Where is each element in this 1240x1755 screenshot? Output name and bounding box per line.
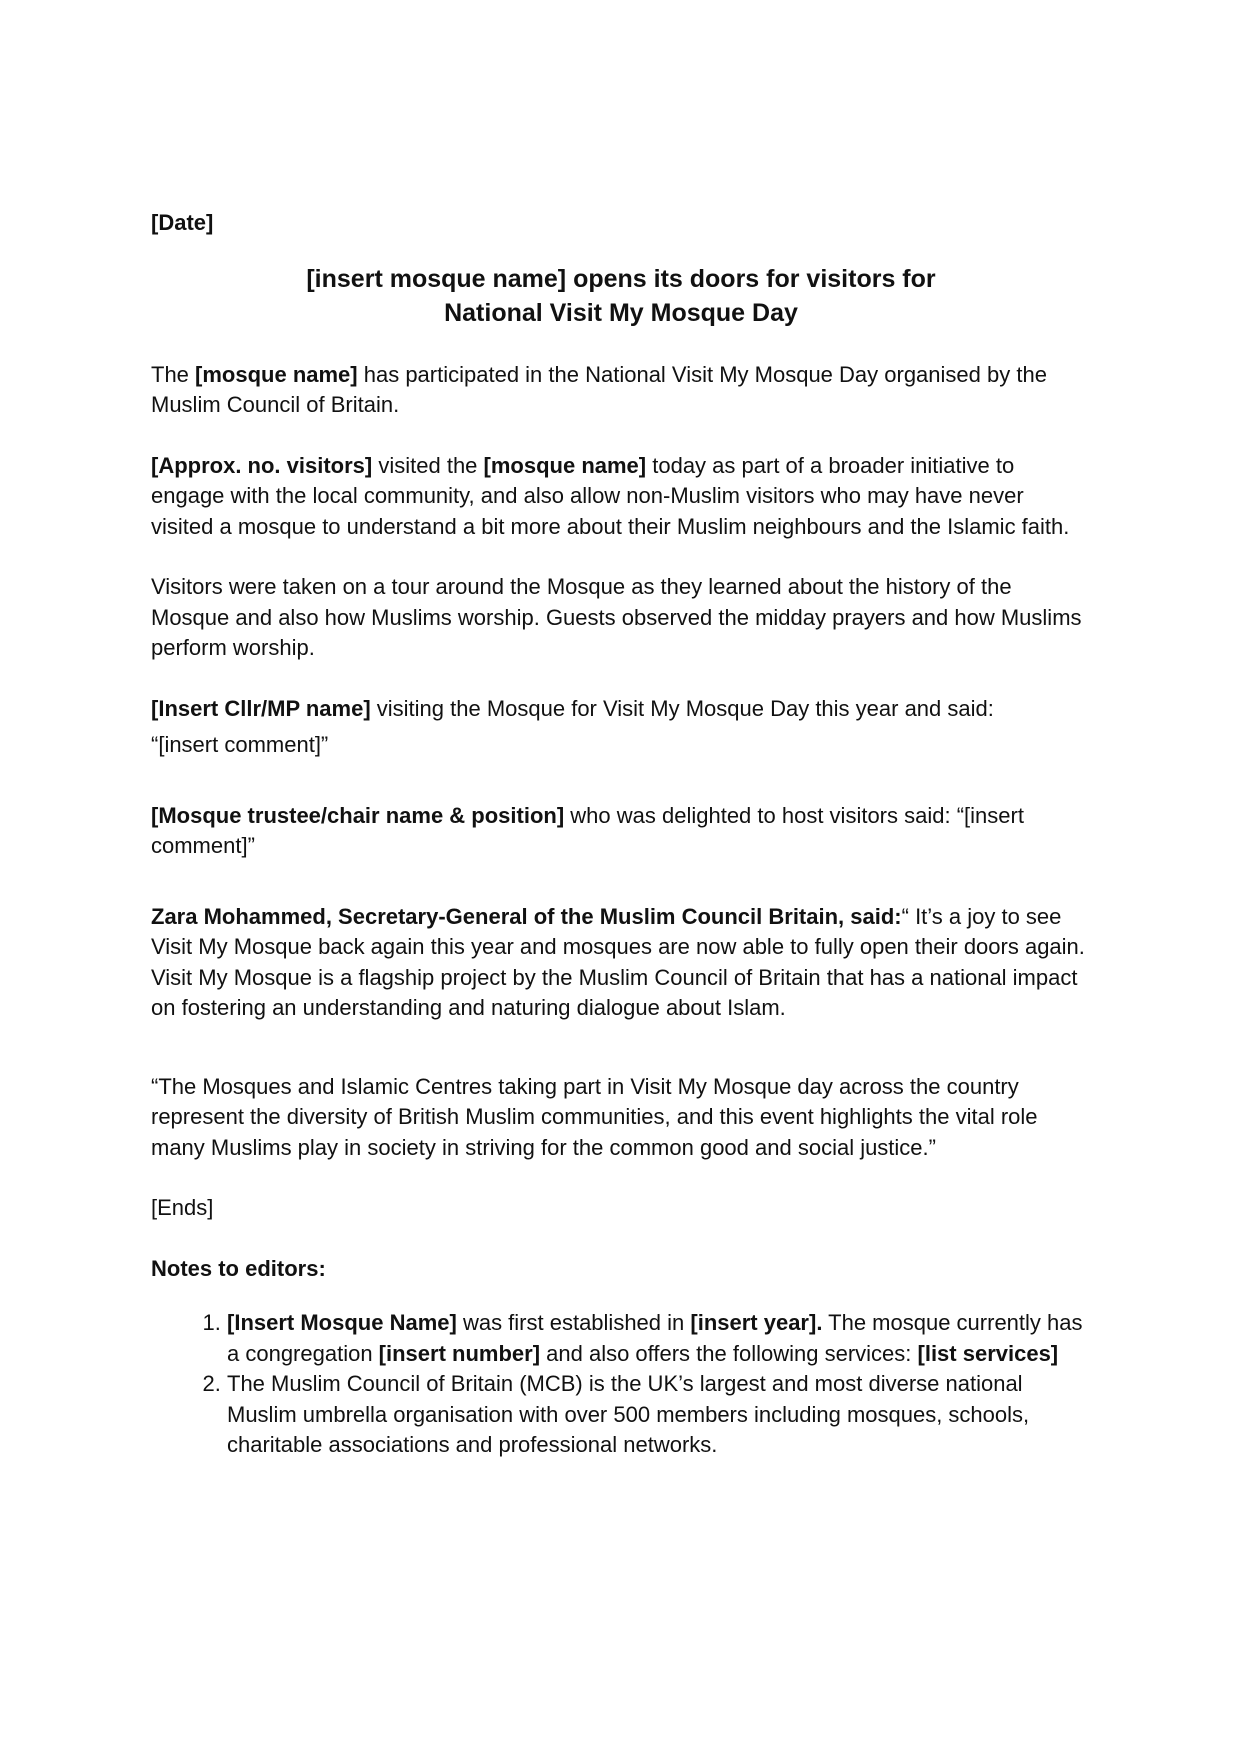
headline-line-1: [insert mosque name] opens its doors for visitors for (306, 264, 936, 293)
list-text: and also offers the following services: (540, 1340, 918, 1366)
paragraph-text: The (151, 361, 196, 387)
list-text: was first established in (456, 1310, 691, 1335)
trustee-name-placeholder: [Mosque trustee/chair name & position] (151, 802, 565, 828)
mosque-name-placeholder: [mosque name] (195, 361, 358, 387)
official-name-placeholder: [Insert Cllr/MP name] (151, 695, 371, 721)
paragraph-text: who was delighted to host visitors said: “[insert comment]” (151, 802, 1024, 858)
paragraph-official-quote (151, 694, 1091, 761)
paragraph-text: today as part of a broader initiative to engage with the local community, and also allow non-Muslim visitors who may have never visited a mosque to understand a bit more about their Muslim neighbours and the Islamic faith. (151, 452, 1070, 539)
paragraph-text: visited the (372, 452, 484, 478)
services-placeholder: [list services] (917, 1340, 1059, 1366)
paragraph-tour: Visitors were taken on a tour around the Mosque as they learned about the history of the Mosque and also how Muslims worship. Guests observed the midday prayers and how Muslims perform worship. (151, 574, 1082, 660)
notes-list-item (227, 1308, 1091, 1369)
notes-list (151, 1308, 1091, 1461)
headline-line-2: National Visit My Mosque Day (444, 298, 798, 327)
paragraph-secretary-general-quote (151, 902, 1091, 1024)
notes-list-item: 2. The Muslim Council of Britain (MCB) is the UK’s largest and most diverse national Muslim umbrella organisation with over 500 members including mosques, schools, charitable associations and professional networks. (227, 1369, 1091, 1461)
press-release-document (151, 208, 1091, 1461)
paragraph-diversity-quote: “The Mosques and Islamic Centres taking part in Visit My Mosque day across the country represent the diversity of British Muslim communities, and this event highlights the vital role many Muslims play in society in striving for the common good and social justice.” (151, 1073, 1038, 1160)
paragraph-text: “ It’s a joy to see Visit My Mosque back again this year and mosques are now able to fully open their doors again. Visit My Mosque is a flagship project by the Muslim Council of Britain that has a national impact on fostering an understanding and naturing dialogue about Islam. (151, 903, 1085, 1020)
paragraph-text: visiting the Mosque for Visit My Mosque Day this year and said: (370, 695, 994, 721)
year-placeholder: [insert year]. (690, 1310, 823, 1335)
date-placeholder: [Date] (151, 210, 214, 235)
paragraph-visitors (151, 451, 1091, 543)
mosque-name-placeholder: [Insert Mosque Name] (227, 1310, 457, 1335)
mosque-name-placeholder: [mosque name] (483, 452, 647, 478)
list-text: The mosque currently has a congregation (227, 1310, 1083, 1366)
congregation-number-placeholder: [insert number] (378, 1340, 541, 1366)
secretary-general-attribution: Zara Mohammed, Secretary-General of the Muslim Council Britain, said: (151, 903, 902, 929)
ends-marker: [Ends] (151, 1195, 214, 1220)
visitors-count-placeholder: [Approx. no. visitors] (151, 452, 373, 478)
official-comment-placeholder: “[insert comment]” (151, 732, 329, 757)
notes-to-editors-title: Notes to editors: (151, 1255, 326, 1281)
paragraph-text: has participated in the National Visit My Mosque Day organised by the Muslim Council of Britain. (151, 361, 1047, 417)
paragraph-trustee-quote (151, 801, 1091, 862)
paragraph-participation (151, 360, 1091, 421)
headline (151, 262, 1091, 330)
